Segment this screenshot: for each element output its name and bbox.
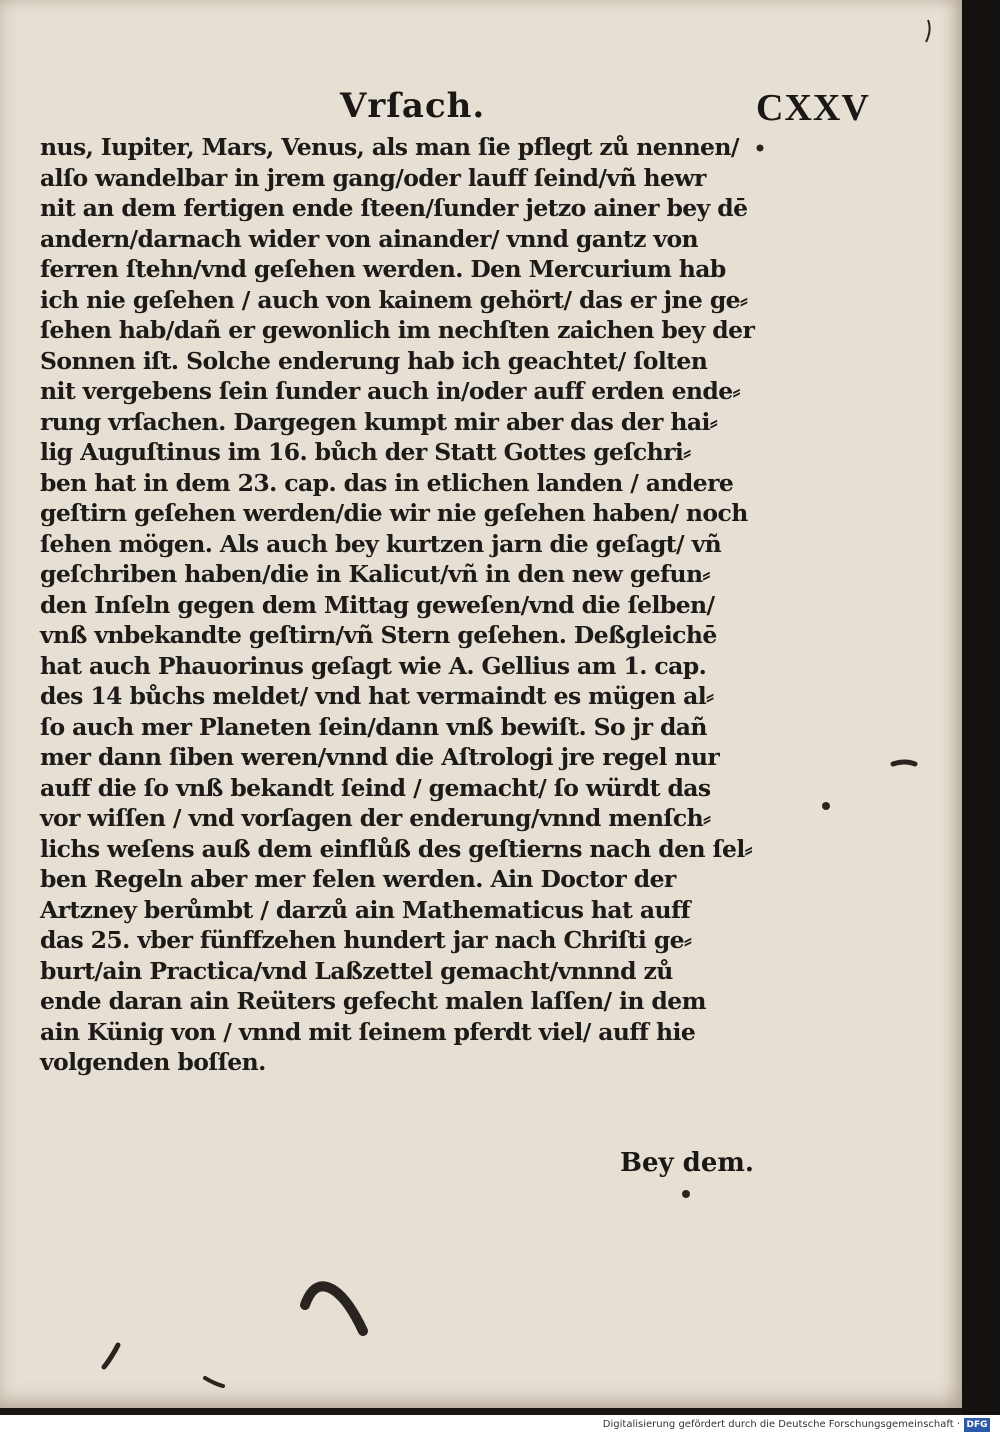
ink-dash-mark bbox=[893, 762, 915, 764]
ink-speck-1 bbox=[757, 145, 764, 152]
text-line: den Inſeln gegen dem Mittag geweſen/vnd die ſelben/ bbox=[40, 590, 715, 619]
text-line: ben hat in dem 23. cap. das in etlichen landen / andere bbox=[40, 468, 734, 497]
text-line: nit vergebens ſein ſunder auch in/oder auff erden ende⸗ bbox=[40, 377, 740, 405]
text-line: mer dann ſiben weren/vnnd die Aſtrologi jre regel nur bbox=[40, 743, 720, 771]
footer-bar bbox=[0, 1415, 1000, 1437]
text-line: rung vrſachen. Dargegen kumpt mir aber das der hai⸗ bbox=[40, 407, 718, 436]
catchword: Bey dem. bbox=[620, 1148, 754, 1178]
ink-arch-mark bbox=[305, 1286, 363, 1331]
text-line: lig Auguſtinus im 16. bůch der Statt Gottes geſchri⸗ bbox=[40, 438, 691, 466]
ink-stroke-mark bbox=[104, 1345, 118, 1367]
text-line: alſo wandelbar in jrem gang/oder lauff ſeind/vñ hewr bbox=[40, 163, 706, 192]
text-line: lichs weſens auß dem einflůß des geſtierns nach den ſel⸗ bbox=[40, 834, 752, 863]
text-line: ſehen hab/dañ er gewonlich im nechſten zaichen bey der bbox=[40, 316, 755, 344]
text-line: ende daran ain Reüters gefecht malen laſſen/ in dem bbox=[40, 987, 706, 1015]
text-line: ain Künig von / vnnd mit ſeinem pferdt viel/ auff hie bbox=[40, 1017, 696, 1046]
text-line: ferren ſtehn/vnd geſehen werden. Den Mercurium hab bbox=[40, 255, 726, 283]
text-line: volgenden boſſen. bbox=[40, 1048, 266, 1076]
ink-speck-3 bbox=[682, 1190, 690, 1198]
text-line: vnß vnbekandte geſtirn/vñ Stern geſehen. Deßgleichē bbox=[40, 621, 717, 649]
text-line: nit an dem fertigen ende ſteen/ſunder jetzo ainer bey dē bbox=[40, 194, 748, 222]
text-line: ſehen mögen. Als auch bey kurtzen jarn die geſagt/ vñ bbox=[40, 529, 722, 558]
text-line: das 25. vber fünffzehen hundert jar nach Chriſti ge⸗ bbox=[40, 926, 692, 954]
text-line: geſtirn geſehen werden/die wir nie geſehen haben/ noch bbox=[40, 499, 748, 527]
ink-speck-2 bbox=[822, 802, 830, 810]
text-line: Artzney berůmbt / darzů ain Mathematicus hat auff bbox=[40, 895, 691, 924]
ink-stroke-mark-2 bbox=[205, 1378, 223, 1386]
text-line: nus, Iupiter, Mars, Venus, als man ſie pflegt zů nennen/ bbox=[40, 133, 739, 161]
corner-pencil-mark bbox=[926, 20, 930, 42]
text-line: ben Regeln aber mer felen werden. Ain Doctor der bbox=[40, 865, 676, 893]
text-line: ſo auch mer Planeten ſein/dann vnß bewiſt. So jr dañ bbox=[40, 712, 707, 741]
text-line: burt/ain Practica/vnd Laßzettel gemacht/vnnnd zů bbox=[40, 956, 673, 985]
text-line: vor wiſſen / vnd vorſagen der enderung/vnnd menſch⸗ bbox=[40, 804, 711, 832]
text-line: Sonnen iſt. Solche enderung hab ich geachtet/ ſolten bbox=[40, 346, 708, 375]
text-line: hat auch Phauorinus geſagt wie A. Gellius am 1. cap. bbox=[40, 651, 707, 680]
text-line: andern/darnach wider von ainander/ vnnd gantz von bbox=[40, 224, 699, 253]
text-line: des 14 bůchs meldet/ vnd hat vermaindt es mügen al⸗ bbox=[40, 682, 714, 710]
text-line: ich nie geſehen / auch von kainem gehört/ das er jne ge⸗ bbox=[40, 285, 748, 314]
text-line: geſchriben haben/die in Kalicut/vñ in den new gefun⸗ bbox=[40, 560, 710, 588]
scan-border bbox=[962, 0, 1000, 1415]
dfg-logo: DFG bbox=[964, 1418, 990, 1432]
funding-credit: Digitalisierung gefördert durch die Deutsche Forschungsgemeinschaft · bbox=[602, 1419, 960, 1430]
running-head: Vrſach. bbox=[340, 86, 486, 126]
text-line: auff die ſo vnß bekandt ſeind / gemacht/ ſo würdt das bbox=[40, 773, 711, 802]
folio-number: CXXV bbox=[756, 87, 870, 129]
